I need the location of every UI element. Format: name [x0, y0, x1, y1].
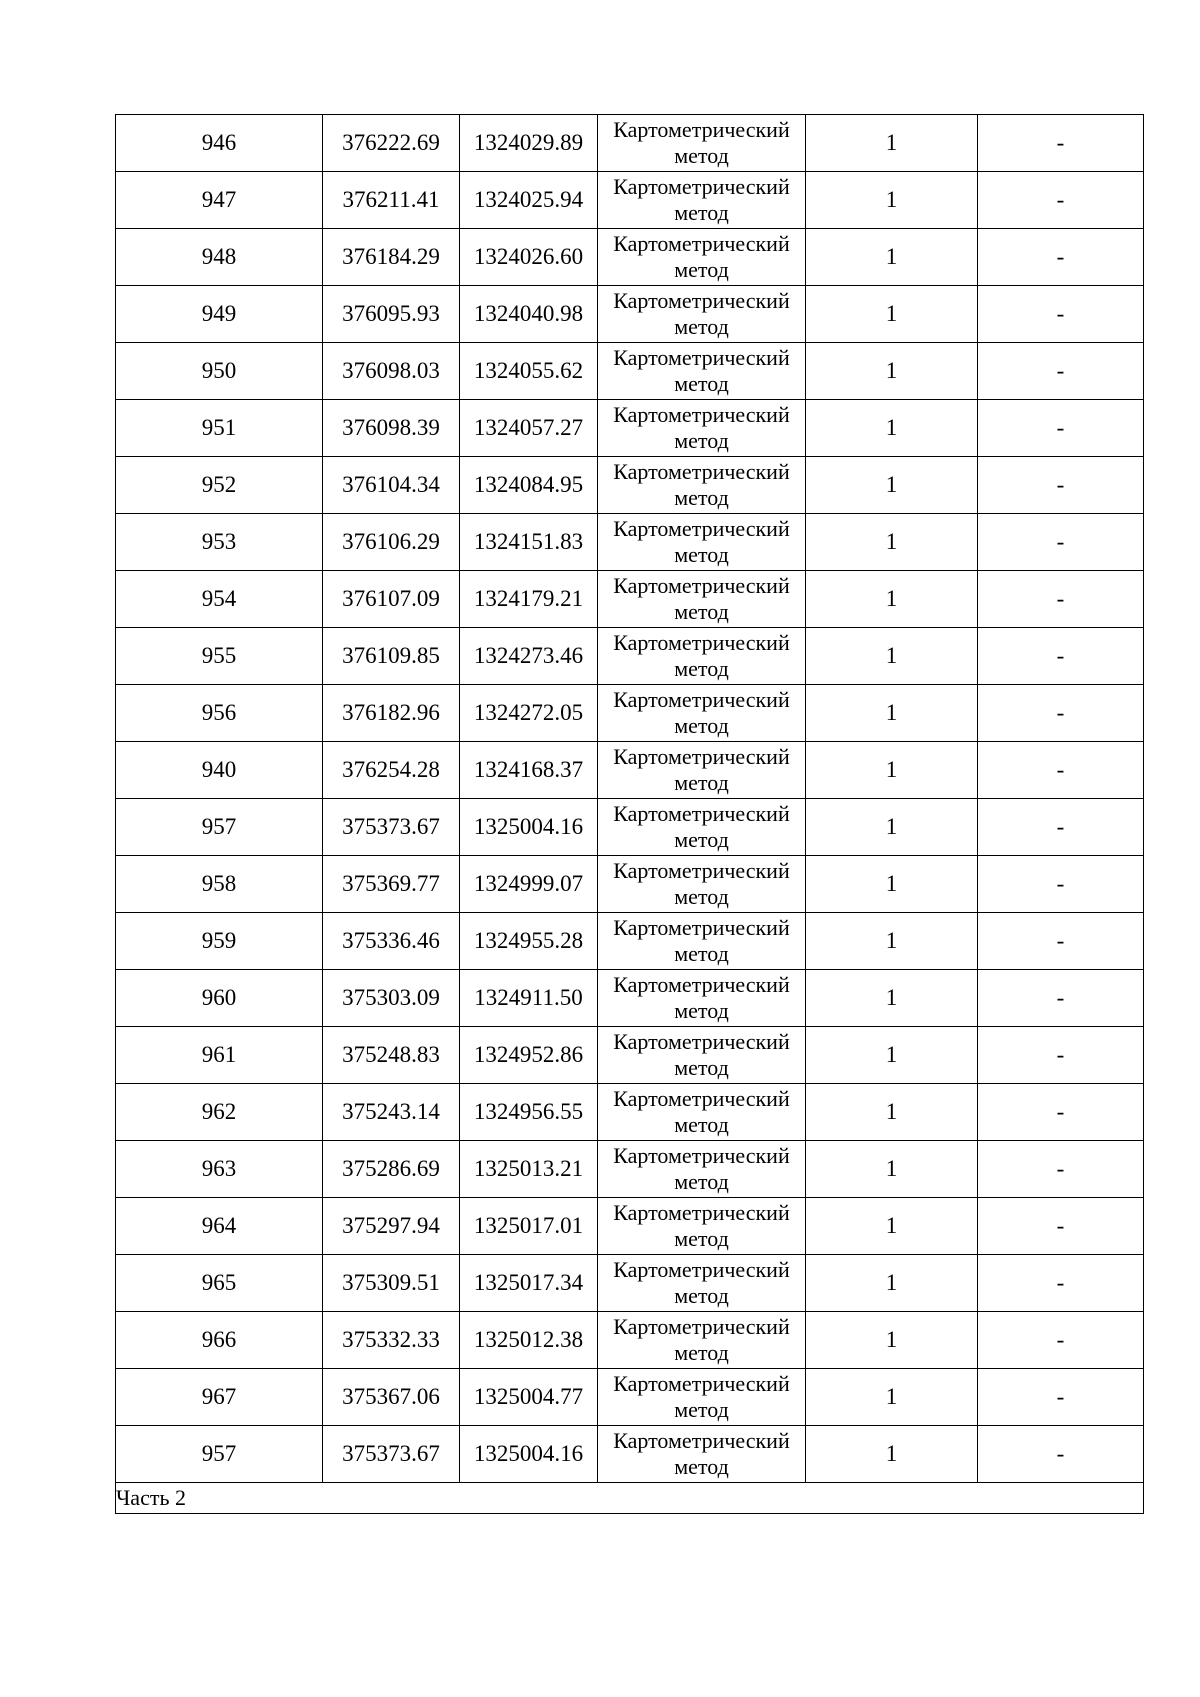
description-cell: -: [978, 628, 1144, 685]
coordinate-x-cell: 376254.28: [323, 742, 460, 799]
table-row: [116, 1426, 1144, 1483]
method-cell: Картометрический метод: [598, 1027, 806, 1084]
description-cell: -: [978, 1312, 1144, 1369]
point-number-cell: 953: [116, 514, 323, 571]
coordinate-x-cell: 376098.03: [323, 343, 460, 400]
table-row: [116, 742, 1144, 799]
coordinate-y-cell: 1324273.46: [460, 628, 598, 685]
accuracy-cell: 1: [806, 457, 978, 514]
description-cell: -: [978, 457, 1144, 514]
description-cell: -: [978, 856, 1144, 913]
description-cell: -: [978, 1027, 1144, 1084]
point-number-cell: 955: [116, 628, 323, 685]
point-number-cell: 965: [116, 1255, 323, 1312]
coordinate-x-cell: 375243.14: [323, 1084, 460, 1141]
accuracy-cell: 1: [806, 400, 978, 457]
accuracy-cell: 1: [806, 1255, 978, 1312]
table-row: [116, 115, 1144, 172]
method-cell: Картометрический метод: [598, 856, 806, 913]
point-number-cell: 956: [116, 685, 323, 742]
coordinate-x-cell: 376109.85: [323, 628, 460, 685]
point-number-cell: 949: [116, 286, 323, 343]
table-row: [116, 571, 1144, 628]
description-cell: -: [978, 400, 1144, 457]
accuracy-cell: 1: [806, 856, 978, 913]
method-cell: Картометрический метод: [598, 1426, 806, 1483]
description-cell: -: [978, 1198, 1144, 1255]
description-cell: -: [978, 1426, 1144, 1483]
method-cell: Картометрический метод: [598, 115, 806, 172]
coordinate-y-cell: 1325004.16: [460, 799, 598, 856]
method-cell: Картометрический метод: [598, 400, 806, 457]
table-row: [116, 1198, 1144, 1255]
coordinate-x-cell: 375367.06: [323, 1369, 460, 1426]
table-row: [116, 229, 1144, 286]
point-number-cell: 966: [116, 1312, 323, 1369]
table-row: [116, 457, 1144, 514]
coordinate-x-cell: 376211.41: [323, 172, 460, 229]
method-cell: Картометрический метод: [598, 913, 806, 970]
coordinate-x-cell: 375332.33: [323, 1312, 460, 1369]
coordinate-x-cell: 376222.69: [323, 115, 460, 172]
accuracy-cell: 1: [806, 970, 978, 1027]
point-number-cell: 957: [116, 1426, 323, 1483]
coordinate-y-cell: 1325017.01: [460, 1198, 598, 1255]
point-number-cell: 958: [116, 856, 323, 913]
table-row: [116, 799, 1144, 856]
point-number-cell: 946: [116, 115, 323, 172]
method-cell: Картометрический метод: [598, 628, 806, 685]
method-cell: Картометрический метод: [598, 1369, 806, 1426]
method-cell: Картометрический метод: [598, 229, 806, 286]
coordinate-x-cell: 376095.93: [323, 286, 460, 343]
coordinate-x-cell: 375373.67: [323, 1426, 460, 1483]
coordinate-y-cell: 1325017.34: [460, 1255, 598, 1312]
method-cell: Картометрический метод: [598, 514, 806, 571]
table-row: [116, 1312, 1144, 1369]
table-row: [116, 1084, 1144, 1141]
coordinate-x-cell: 375373.67: [323, 799, 460, 856]
description-cell: -: [978, 799, 1144, 856]
table-row: [116, 343, 1144, 400]
method-cell: Картометрический метод: [598, 286, 806, 343]
coordinate-y-cell: 1325004.16: [460, 1426, 598, 1483]
point-number-cell: 940: [116, 742, 323, 799]
accuracy-cell: 1: [806, 1027, 978, 1084]
method-cell: Картометрический метод: [598, 343, 806, 400]
table-row: [116, 913, 1144, 970]
table-row: [116, 1027, 1144, 1084]
coordinate-y-cell: 1325004.77: [460, 1369, 598, 1426]
point-number-cell: 957: [116, 799, 323, 856]
accuracy-cell: 1: [806, 1312, 978, 1369]
coordinates-table-body: [116, 115, 1144, 1483]
description-cell: -: [978, 514, 1144, 571]
point-number-cell: 967: [116, 1369, 323, 1426]
coordinate-y-cell: 1324057.27: [460, 400, 598, 457]
coordinate-x-cell: 375309.51: [323, 1255, 460, 1312]
accuracy-cell: 1: [806, 514, 978, 571]
method-cell: Картометрический метод: [598, 1141, 806, 1198]
coordinate-x-cell: 375369.77: [323, 856, 460, 913]
table-row: [116, 628, 1144, 685]
coordinate-x-cell: 376107.09: [323, 571, 460, 628]
method-cell: Картометрический метод: [598, 571, 806, 628]
coordinate-x-cell: 376106.29: [323, 514, 460, 571]
coordinate-y-cell: 1324025.94: [460, 172, 598, 229]
point-number-cell: 948: [116, 229, 323, 286]
coordinate-x-cell: 376182.96: [323, 685, 460, 742]
table-row: [116, 685, 1144, 742]
method-cell: Картометрический метод: [598, 1198, 806, 1255]
description-cell: -: [978, 742, 1144, 799]
coordinate-y-cell: 1324955.28: [460, 913, 598, 970]
coordinate-y-cell: 1324956.55: [460, 1084, 598, 1141]
accuracy-cell: 1: [806, 685, 978, 742]
point-number-cell: 951: [116, 400, 323, 457]
table-row: [116, 1141, 1144, 1198]
accuracy-cell: 1: [806, 286, 978, 343]
coordinate-y-cell: 1324952.86: [460, 1027, 598, 1084]
description-cell: -: [978, 115, 1144, 172]
accuracy-cell: 1: [806, 115, 978, 172]
coordinate-y-cell: 1324055.62: [460, 343, 598, 400]
table-row: [116, 1255, 1144, 1312]
method-cell: Картометрический метод: [598, 172, 806, 229]
description-cell: -: [978, 229, 1144, 286]
method-cell: Картометрический метод: [598, 1312, 806, 1369]
description-cell: -: [978, 685, 1144, 742]
point-number-cell: 962: [116, 1084, 323, 1141]
method-cell: Картометрический метод: [598, 457, 806, 514]
coordinate-x-cell: 375336.46: [323, 913, 460, 970]
accuracy-cell: 1: [806, 343, 978, 400]
accuracy-cell: 1: [806, 913, 978, 970]
description-cell: -: [978, 1141, 1144, 1198]
description-cell: -: [978, 286, 1144, 343]
coordinate-x-cell: 376098.39: [323, 400, 460, 457]
coordinate-y-cell: 1324151.83: [460, 514, 598, 571]
description-cell: -: [978, 1255, 1144, 1312]
accuracy-cell: 1: [806, 172, 978, 229]
coordinate-y-cell: 1324026.60: [460, 229, 598, 286]
accuracy-cell: 1: [806, 1084, 978, 1141]
method-cell: Картометрический метод: [598, 970, 806, 1027]
coordinate-x-cell: 375286.69: [323, 1141, 460, 1198]
table-row: [116, 172, 1144, 229]
accuracy-cell: 1: [806, 1141, 978, 1198]
coordinate-y-cell: 1324040.98: [460, 286, 598, 343]
coordinate-y-cell: 1324911.50: [460, 970, 598, 1027]
accuracy-cell: 1: [806, 799, 978, 856]
description-cell: -: [978, 343, 1144, 400]
coordinate-y-cell: 1325013.21: [460, 1141, 598, 1198]
point-number-cell: 960: [116, 970, 323, 1027]
description-cell: -: [978, 172, 1144, 229]
point-number-cell: 961: [116, 1027, 323, 1084]
method-cell: Картометрический метод: [598, 742, 806, 799]
point-number-cell: 950: [116, 343, 323, 400]
accuracy-cell: 1: [806, 1198, 978, 1255]
table-row: [116, 514, 1144, 571]
coordinate-y-cell: 1324168.37: [460, 742, 598, 799]
accuracy-cell: 1: [806, 571, 978, 628]
description-cell: -: [978, 571, 1144, 628]
coordinate-x-cell: 376184.29: [323, 229, 460, 286]
point-number-cell: 959: [116, 913, 323, 970]
accuracy-cell: 1: [806, 628, 978, 685]
coordinate-x-cell: 375248.83: [323, 1027, 460, 1084]
description-cell: -: [978, 970, 1144, 1027]
coordinates-table: [115, 114, 1144, 1514]
method-cell: Картометрический метод: [598, 1255, 806, 1312]
table-row: [116, 1369, 1144, 1426]
point-number-cell: 963: [116, 1141, 323, 1198]
part-label: Часть 2: [116, 1483, 1144, 1514]
description-cell: -: [978, 1369, 1144, 1426]
coordinate-x-cell: 375303.09: [323, 970, 460, 1027]
point-number-cell: 964: [116, 1198, 323, 1255]
accuracy-cell: 1: [806, 229, 978, 286]
coordinate-x-cell: 376104.34: [323, 457, 460, 514]
coordinate-y-cell: 1325012.38: [460, 1312, 598, 1369]
coordinate-y-cell: 1324179.21: [460, 571, 598, 628]
accuracy-cell: 1: [806, 1426, 978, 1483]
accuracy-cell: 1: [806, 1369, 978, 1426]
coordinate-y-cell: 1324999.07: [460, 856, 598, 913]
table-row: [116, 970, 1144, 1027]
accuracy-cell: 1: [806, 742, 978, 799]
point-number-cell: 947: [116, 172, 323, 229]
table-footer-row: [116, 1483, 1144, 1514]
table-row: [116, 400, 1144, 457]
coordinate-y-cell: 1324029.89: [460, 115, 598, 172]
coordinate-y-cell: 1324272.05: [460, 685, 598, 742]
method-cell: Картометрический метод: [598, 1084, 806, 1141]
coordinate-x-cell: 375297.94: [323, 1198, 460, 1255]
table-row: [116, 286, 1144, 343]
description-cell: -: [978, 1084, 1144, 1141]
coordinate-y-cell: 1324084.95: [460, 457, 598, 514]
description-cell: -: [978, 913, 1144, 970]
method-cell: Картометрический метод: [598, 685, 806, 742]
method-cell: Картометрический метод: [598, 799, 806, 856]
point-number-cell: 954: [116, 571, 323, 628]
point-number-cell: 952: [116, 457, 323, 514]
table-row: [116, 856, 1144, 913]
